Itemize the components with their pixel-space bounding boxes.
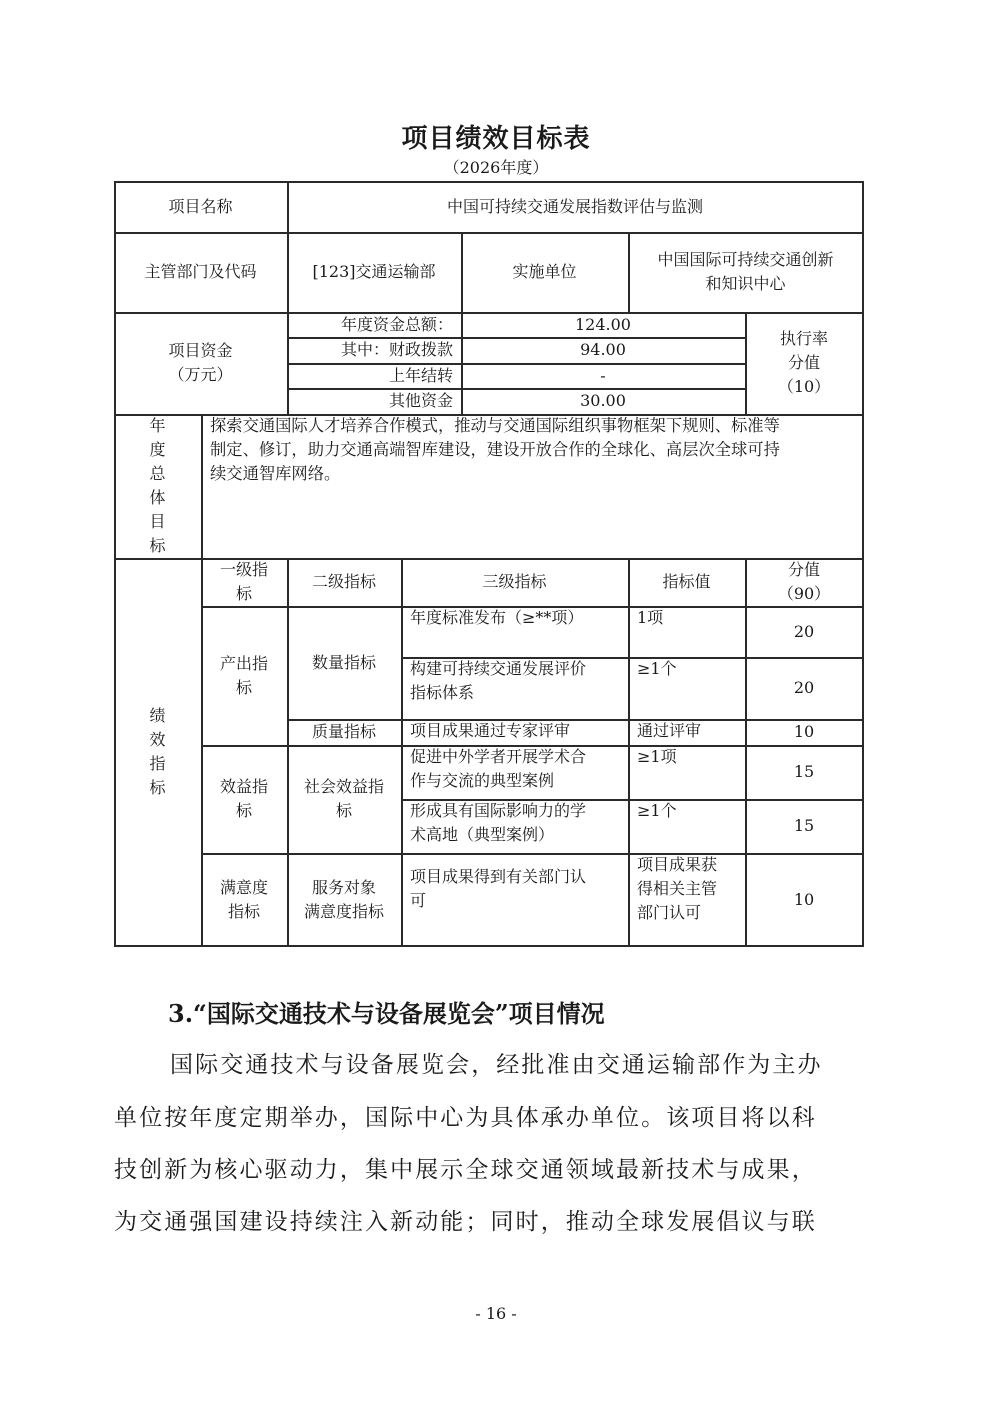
indicator-text: 构建可持续交通发展评价	[410, 659, 587, 678]
funds-row-label: 其中：财政拨款	[340, 340, 453, 359]
exec-rate-score	[745, 312, 863, 414]
goal-text-line: 探索交通国际人才培养合作模式，推动与交通国际组织事物框架下规则、标准等	[210, 416, 780, 435]
indicator-value	[628, 719, 745, 745]
group-text: 效益指	[219, 777, 268, 796]
indicator-value	[628, 853, 745, 946]
goal-label	[114, 414, 201, 558]
group-text: 标	[235, 678, 252, 697]
indicator-l3	[401, 606, 628, 657]
header-level3: 三级指标	[482, 572, 547, 591]
indicator-value-text: 项目成果获	[637, 855, 718, 874]
impl-value	[628, 232, 863, 312]
indicator-l3	[401, 799, 628, 853]
group-text: 指标	[227, 901, 260, 921]
group-text: 产出指	[219, 654, 268, 673]
perf-label-char: 指	[149, 754, 166, 773]
dept-value: [123]交通运输部	[312, 262, 436, 281]
group-quantity: 数量指标	[311, 652, 376, 672]
indicator-l3	[401, 745, 628, 799]
goal-label-char: 度	[149, 440, 166, 459]
funds-row-label: 年度资金总额：	[340, 314, 453, 334]
group-output	[201, 606, 287, 745]
impl-label: 实施单位	[512, 262, 577, 281]
indicator-value-text: ≥1项	[637, 747, 677, 766]
exec-rate-line: （10）	[777, 377, 831, 396]
indicator-score: 10	[793, 722, 815, 741]
funds-row-value: 124.00	[575, 314, 631, 334]
impl-value-line: 和知识中心	[705, 274, 786, 293]
funds-row-value: 30.00	[580, 391, 626, 410]
page-subtitle: （2026年度）	[443, 158, 549, 177]
goal-label-char: 体	[149, 488, 166, 507]
group-satisfaction	[201, 853, 287, 946]
group-text: 标	[235, 801, 252, 820]
paragraph-line: 单位按年度定期举办，国际中心为具体承办单位。该项目将以科	[114, 1105, 817, 1131]
indicator-text: 形成具有国际影响力的学	[410, 801, 587, 820]
goal-label-char: 标	[149, 536, 166, 555]
perf-label-char: 效	[149, 730, 166, 749]
indicator-l3	[401, 853, 628, 946]
paragraph-line: 为交通强国建设持续注入新动能；同时，推动全球发展倡议与联	[114, 1209, 817, 1235]
funds-label-unit: （万元）	[168, 365, 233, 384]
indicator-text: 项目成果得到有关部门认	[410, 867, 587, 886]
dept-label: 主管部门及代码	[144, 262, 257, 281]
paragraph-line: 技创新为核心驱动力，集中展示全球交通领域最新技术与成果，	[114, 1157, 817, 1183]
exec-rate-line: 分值	[787, 353, 820, 372]
indicator-value	[628, 799, 745, 853]
funds-row-label: 上年结转	[388, 365, 453, 385]
group-text: 满意度指标	[303, 901, 384, 921]
header-text: （90）	[777, 584, 831, 603]
impl-value-line: 中国国际可持续交通创新	[657, 250, 834, 269]
group-social	[287, 745, 401, 853]
indicator-value-text: 通过评审	[637, 721, 702, 740]
paragraph-line: 国际交通技术与设备展览会，经批准由交通运输部作为主办	[170, 1052, 823, 1078]
goal-text-line: 续交通智库网络。	[210, 464, 341, 483]
perf-label	[114, 558, 201, 946]
indicator-text: 项目成果通过专家评审	[410, 721, 571, 740]
indicator-text: 术高地（典型案例）	[410, 825, 555, 844]
indicator-l3	[401, 719, 628, 745]
indicator-score: 20	[793, 621, 815, 641]
funds-row-value: -	[600, 365, 606, 385]
indicator-value-text: 部门认可	[637, 903, 702, 922]
goal-label-char: 目	[149, 512, 166, 531]
header-text: 标	[235, 584, 252, 603]
page-number: - 16 -	[475, 1304, 517, 1323]
group-text: 满意度	[219, 877, 268, 897]
indicator-text: 年度标准发布（≥**项）	[410, 608, 584, 627]
indicator-value-text: ≥1个	[637, 801, 677, 820]
project-name-label: 项目名称	[168, 196, 233, 216]
group-service	[287, 853, 401, 946]
indicator-score: 10	[793, 889, 815, 909]
indicator-value-text: ≥1个	[637, 659, 677, 678]
goal-label-char: 总	[149, 464, 166, 483]
section-heading: 3.“国际交通技术与设备展览会”项目情况	[168, 999, 605, 1028]
group-text: 服务对象	[311, 877, 376, 897]
funds-label-line: 项目资金	[168, 341, 233, 360]
indicator-value-text: 1项	[637, 608, 664, 627]
exec-rate-line: 执行率	[779, 329, 828, 348]
perf-label-char: 标	[149, 778, 166, 797]
indicator-text: 可	[410, 891, 427, 910]
header-text: 一级指	[219, 560, 268, 579]
indicator-value-text: 得相关主管	[637, 879, 718, 898]
project-name-value: 中国可持续交通发展指数评估与监测	[446, 196, 703, 216]
indicator-value	[628, 657, 745, 719]
group-text: 社会效益指	[303, 777, 384, 796]
funds-label	[114, 312, 287, 414]
funds-row-label: 其他资金	[388, 391, 453, 410]
header-level2: 二级指标	[311, 572, 376, 591]
group-benefit	[201, 745, 287, 853]
goal-label-char: 年	[149, 416, 166, 435]
header-level1	[201, 558, 287, 606]
indicator-text: 促进中外学者开展学术合	[410, 747, 587, 766]
indicator-text: 指标体系	[410, 683, 475, 702]
indicator-value	[628, 606, 745, 657]
perf-label-char: 绩	[149, 706, 166, 725]
indicator-score: 15	[793, 762, 815, 781]
goal-text-line: 制定、修订，助力交通高端智库建设，建设开放合作的全球化、高层次全球可持	[210, 440, 780, 459]
group-text: 标	[335, 801, 352, 820]
indicator-value	[628, 745, 745, 799]
indicator-l3	[401, 657, 628, 719]
funds-row-value: 94.00	[580, 340, 626, 359]
header-text: 分值	[787, 560, 820, 579]
indicator-score: 15	[793, 816, 815, 835]
goal-text	[201, 414, 863, 558]
indicator-text: 作与交流的典型案例	[410, 771, 555, 790]
group-quality: 质量指标	[311, 722, 376, 741]
header-value: 指标值	[662, 572, 711, 591]
indicator-score: 20	[793, 678, 815, 697]
header-score	[745, 558, 863, 606]
page-title: 项目绩效目标表	[401, 124, 591, 154]
